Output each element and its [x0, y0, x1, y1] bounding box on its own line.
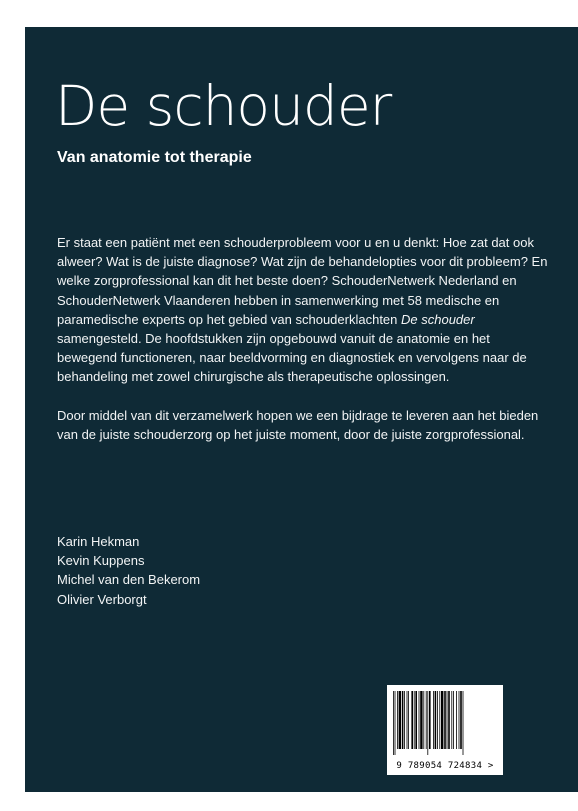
- barcode-bar: [423, 691, 424, 749]
- barcode-bar: [414, 691, 415, 749]
- barcode-bar: [407, 691, 408, 749]
- blurb-paragraph-2: Door middel van dit verzamelwerk hopen we een bijdrage te leveren aan het bieden van de juiste schouderzorg op het juiste moment, door de juiste zorgprofessional.: [57, 407, 539, 442]
- blurb: [57, 233, 549, 444]
- barcode-bar: [456, 691, 457, 749]
- barcode-bar: [448, 691, 450, 749]
- barcode-bars: [391, 689, 499, 759]
- barcode-bar: [397, 691, 398, 749]
- blurb-text-part-1: Er staat een patiënt met een schouderprobleem voor u en u denkt: Hoe zat dat ook alweer? Wat is de juiste diagnose? Wat zijn de behandelopties voor dit probleem? En welke zorgprofessional kan dit het beste doen? SchouderNetwerk Nederland en SchouderNetwerk Vlaanderen hebben in samenwerking met 58 medische en paramedische experts op het gebied van schouderklachten: [57, 235, 548, 327]
- barcode-bar: [459, 691, 460, 749]
- author-name: Kevin Kuppens: [57, 553, 145, 569]
- barcode-bar: [451, 691, 452, 749]
- author-list: [57, 532, 200, 609]
- barcode-bar: [420, 691, 422, 749]
- author-name: Olivier Verborgt: [57, 591, 147, 607]
- barcode-bar: [439, 691, 440, 749]
- author-name: Karin Hekman: [57, 534, 140, 549]
- barcode-bar: [415, 691, 417, 749]
- blurb-text-part-2: samengesteld. De hoofdstukken zijn opgebouwd vanuit de anatomie en het bewegend functioneren, naar beeldvorming en diagnostiek en vervolgens naar de behandeling met zowel chirurgische als therapeutische oplossingen.: [57, 331, 527, 385]
- blurb-paragraph-1: [57, 233, 549, 387]
- barcode-bar: [402, 691, 404, 749]
- barcode-bar: [453, 691, 454, 749]
- book-subtitle: Van anatomie tot therapie: [57, 149, 252, 166]
- barcode-bar: [463, 691, 464, 755]
- barcode-bar: [393, 691, 394, 755]
- blurb-book-title-italic: De schouder: [401, 311, 475, 327]
- barcode-bar: [408, 691, 409, 749]
- barcode-bar: [447, 691, 448, 749]
- barcode-bar: [444, 691, 446, 749]
- barcode-bar: [419, 691, 420, 749]
- barcode-bar: [460, 691, 462, 749]
- barcode-bar: [426, 691, 427, 749]
- barcode-bar: [399, 691, 401, 749]
- barcode-bar: [433, 691, 434, 749]
- back-cover: [25, 27, 578, 792]
- isbn-barcode: [387, 685, 503, 775]
- book-title: De schouder: [55, 74, 392, 138]
- barcode-bar: [437, 691, 438, 749]
- barcode-bar: [411, 691, 413, 749]
- isbn-digits: 9 789054 724834 >: [396, 761, 494, 771]
- author-name: Michel van den Bekerom: [57, 572, 201, 588]
- barcode-bar: [404, 691, 405, 749]
- barcode-bar: [435, 691, 437, 749]
- barcode-bar: [429, 691, 431, 749]
- barcode-bar: [427, 691, 428, 755]
- barcode-bar: [441, 691, 443, 749]
- barcode-bar: [395, 691, 396, 755]
